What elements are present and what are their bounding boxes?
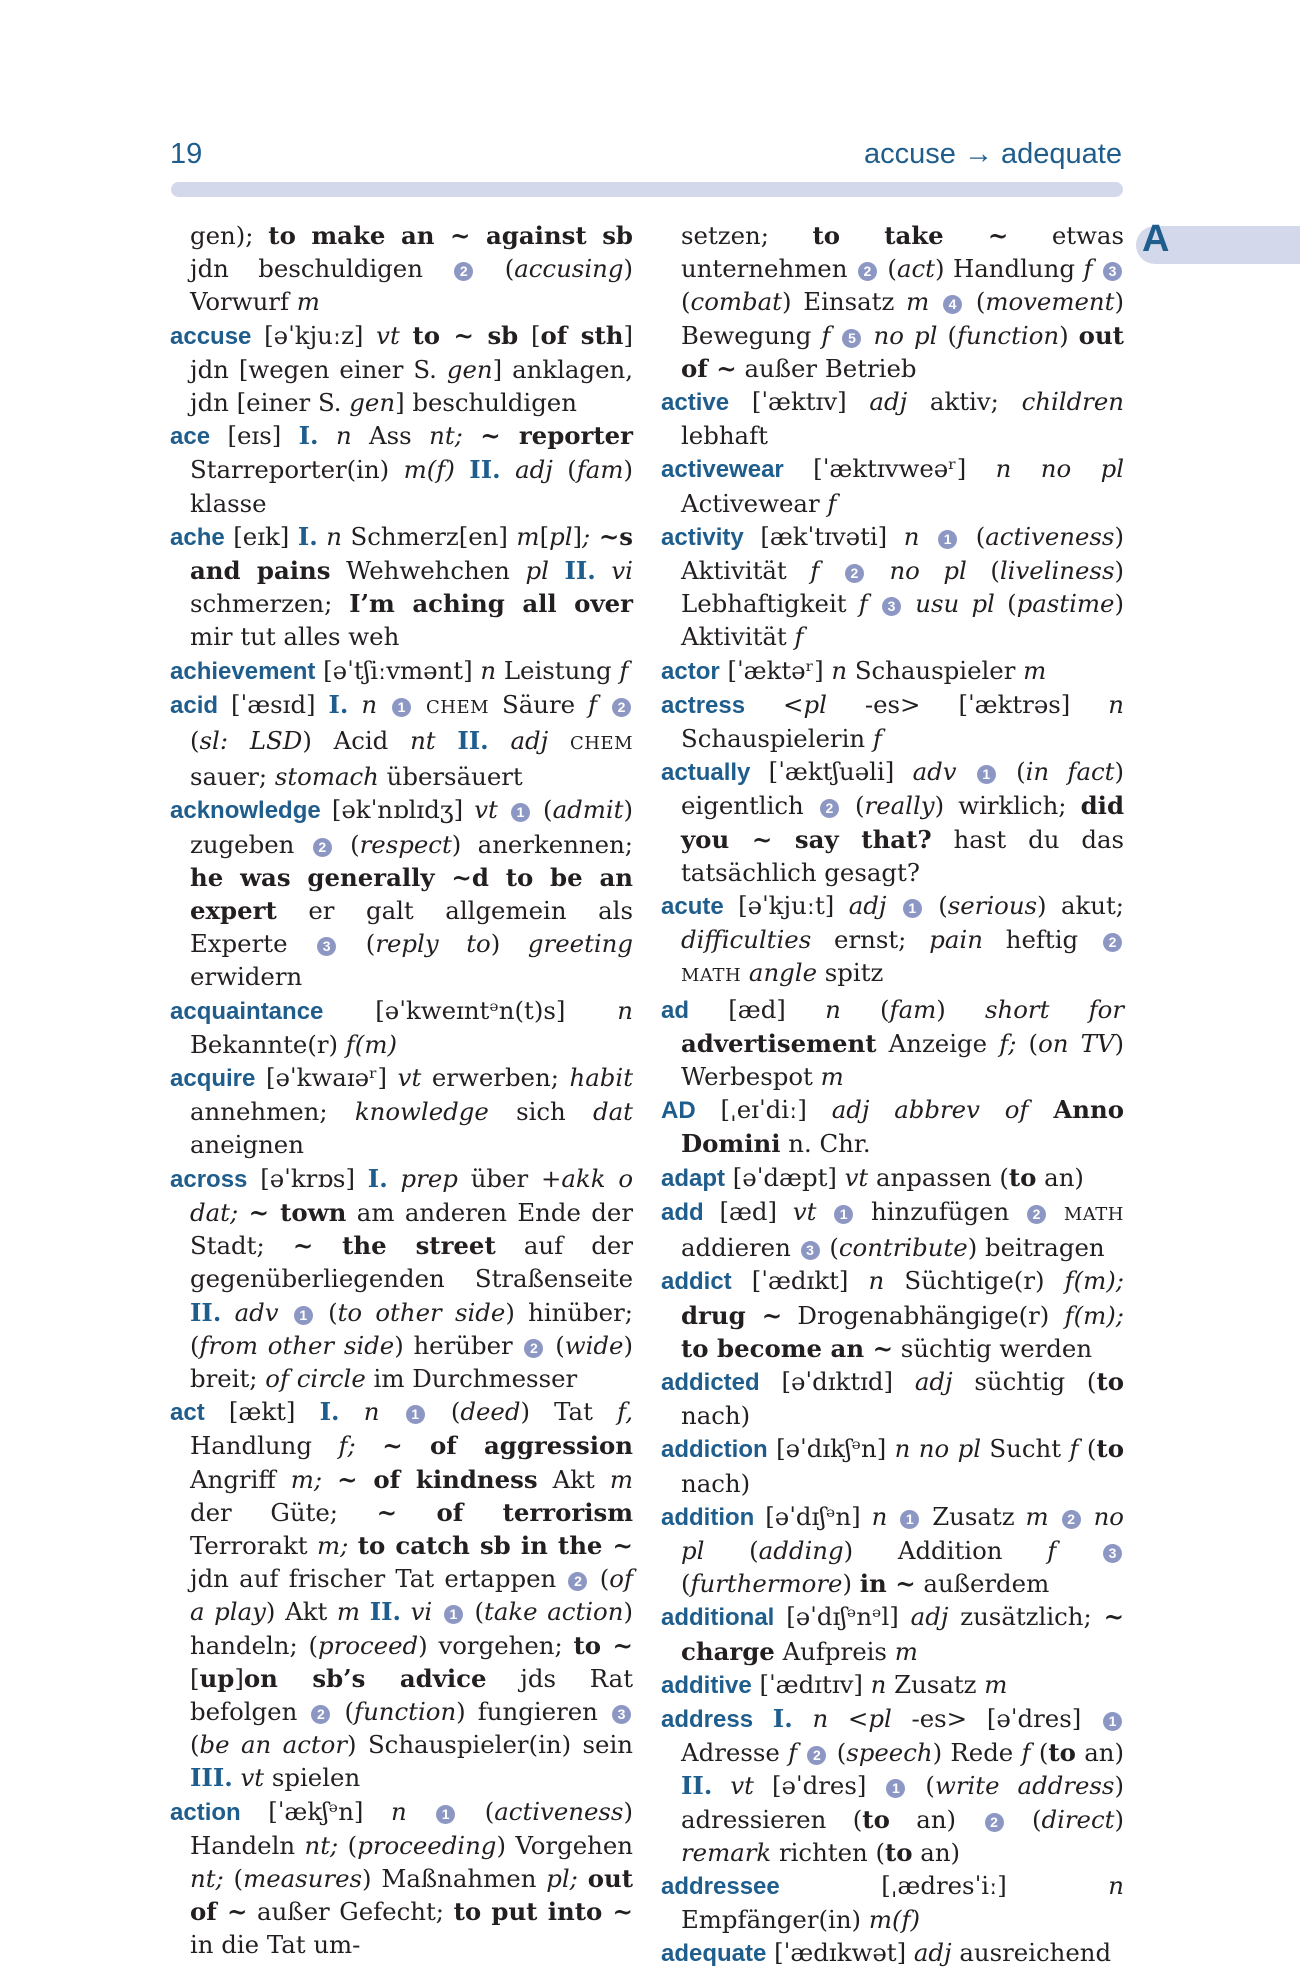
dictionary-entry xyxy=(661,1264,1124,1365)
sense-number-badge: 1 xyxy=(834,1205,853,1224)
entry-body: [ˈæktʃuəli] adv 1 (in fact) eigentlich 2 (really) wirklich; did you ~ say that? hast du das tatsächlich gesagt? xyxy=(681,757,1125,887)
left-column xyxy=(170,219,633,1962)
sense-number-badge: 2 xyxy=(807,1746,826,1765)
headword: additive xyxy=(661,1671,752,1699)
headword: ache xyxy=(170,523,225,551)
headword: activewear xyxy=(661,456,784,484)
dictionary-entry xyxy=(661,1365,1124,1432)
entry-body: [əˈkjuːz] vt to ~ sb [of sth] jdn [wegen einer S. gen] anklagen, jdn [einer S. gen] beschuldigen xyxy=(190,320,633,418)
dictionary-entry xyxy=(170,319,633,420)
section-letter: A xyxy=(1142,218,1170,260)
entry-body: [əˈkwaɪəʳ] vt erwerben; habit annehmen; knowledge sich dat aneignen xyxy=(190,1063,633,1160)
sense-number-badge: 2 xyxy=(524,1339,543,1358)
sense-number-badge: 1 xyxy=(938,530,957,549)
entry-body: [əˈkjuːt] adj 1 (serious) akut; difficulties ernst; pain heftig 2 MATH angle spitz xyxy=(681,891,1124,988)
entry-body: <pl -es> [ˈæktrəs] n Schauspielerin f xyxy=(681,689,1124,754)
entry-body: [æd] n (fam) short for advertisement Anzeige f; (on TV) Werbespot m xyxy=(681,994,1124,1092)
entry-body: [əˈtʃiːvmənt] n Leistung f xyxy=(315,655,629,685)
dictionary-entry xyxy=(661,1093,1124,1160)
sense-number-badge: 1 xyxy=(900,1510,919,1529)
entry-body: [əˈdæpt] vt anpassen (to an) xyxy=(725,1162,1084,1192)
sense-number-badge: 3 xyxy=(1103,262,1122,281)
sense-number-badge: 1 xyxy=(392,698,411,717)
entry-body: [əˈkweɪntᵊn(t)s] n Bekannte(r) f(m) xyxy=(190,995,633,1059)
sense-number-badge: 2 xyxy=(1103,933,1122,952)
sense-number-badge: 2 xyxy=(1027,1205,1046,1224)
page-number: 19 xyxy=(170,138,203,170)
header-rule xyxy=(171,182,1123,197)
entry-body: [eɪk] I. n Schmerz[en] m[pl]; ~s and pains Wehwehchen pl II. vi schmerzen; I’m aching all over mir tut alles weh xyxy=(190,521,633,652)
sense-number-badge: 3 xyxy=(801,1241,820,1260)
headword: actually xyxy=(661,759,751,787)
dictionary-entry xyxy=(170,688,633,794)
sense-number-badge: 1 xyxy=(436,1805,455,1824)
headword: ad xyxy=(661,996,690,1024)
sense-number-badge: 1 xyxy=(886,1779,905,1798)
sense-number-badge: 2 xyxy=(454,262,473,281)
dictionary-entry xyxy=(661,1161,1124,1195)
headword: add xyxy=(661,1198,704,1226)
dictionary-entry xyxy=(661,520,1124,654)
entry-body: [ˈæktɪv] adj aktiv; children lebhaft xyxy=(681,387,1124,451)
sense-number-badge: 2 xyxy=(858,262,877,281)
dictionary-entry xyxy=(661,1500,1124,1601)
headword: action xyxy=(170,1798,241,1826)
entry-body: [ˈædɪkwət] adj ausreichend xyxy=(766,1938,1112,1968)
headword: addiction xyxy=(661,1436,768,1464)
entry-body: [əˈdɪʃᵊn] n 1 Zusatz m 2 no pl (adding) Addition f 3 (furthermore) in ~ außerdem xyxy=(681,1501,1124,1599)
entry-body: [ˈædɪtɪv] n Zusatz m xyxy=(751,1669,1008,1699)
sense-number-badge: 2 xyxy=(313,838,332,857)
headword: actor xyxy=(661,657,720,685)
sense-number-badge: 2 xyxy=(845,564,864,583)
entry-body: [æd] vt 1 hinzufügen 2 MATH addieren 3 (contribute) beitragen xyxy=(681,1196,1124,1263)
sense-number-badge: 3 xyxy=(317,937,336,956)
dictionary-entry xyxy=(661,1936,1124,1970)
dictionary-entry xyxy=(170,419,633,520)
entry-body: [əˈdɪktɪd] adj süchtig (to nach) xyxy=(681,1366,1124,1431)
headword: address xyxy=(661,1705,754,1733)
sense-number-badge: 5 xyxy=(842,329,861,348)
headword: addressee xyxy=(661,1872,780,1900)
running-head: accuse → adequate xyxy=(864,138,1122,170)
headword: addicted xyxy=(661,1368,760,1396)
headword: active xyxy=(661,389,730,417)
entry-body: [ˈækʃᵊn] n 1 (activeness) Handeln nt; (proceeding) Vorgehen nt; (measures) Maßnahmen pl; out of ~ außer Gefecht; to put into ~ in die Tat um- xyxy=(190,1796,633,1960)
sense-number-badge: 1 xyxy=(903,899,922,918)
sense-number-badge: 2 xyxy=(568,1572,587,1591)
dictionary-entry xyxy=(661,1702,1124,1869)
headword: adequate xyxy=(661,1940,767,1968)
dictionary-entry xyxy=(170,219,633,319)
sense-number-badge: 1 xyxy=(406,1405,425,1424)
headword: actress xyxy=(661,691,746,719)
dictionary-entry xyxy=(661,755,1124,889)
dictionary-entry xyxy=(170,994,633,1061)
entry-body: [ækt] I. n 1 (deed) Tat f, Handlung f; ~ of aggression Angriff m; ~ of kindness Akt m der Güte; ~ of terrorism Terrorakt m; to catch sb in the ~ jdn auf frischer Tat ertappen 2 (of a play) Akt m II. vi 1 (take action) handeln; (proceed) vorgehen; to ~ [up]on sb’s advice jds Rat befolgen 2 (function) fungieren 3 (be an actor) Schauspieler(in) sein III. vt spielen xyxy=(190,1397,634,1793)
headword: acute xyxy=(661,893,724,921)
dictionary-entry xyxy=(170,1162,633,1395)
entry-body: setzen; to take ~ etwas unternehmen 2 (act) Handlung f 3 (combat) Einsatz m 4 (movement) Bewegung f 5 no pl (function) out of ~ außer Betrieb xyxy=(681,221,1124,383)
entry-body: [ˈæktɪvweəʳ] n no pl Activewear f xyxy=(681,454,1124,518)
dictionary-entry xyxy=(661,452,1124,519)
entry-body: [ˈæsɪd] I. n 1 CHEM Säure f 2 (sl: LSD) Acid nt II. adj CHEM sauer; stomach übersäuert xyxy=(190,689,633,792)
headword: adapt xyxy=(661,1164,726,1192)
headword: across xyxy=(170,1165,248,1193)
entry-body: [əˈkrɒs] I. prep über +akk o dat; ~ town am anderen Ende der Stadt; ~ the street auf der gegenüberliegenden Straßenseite II. adv 1 (to other side) hinüber; (from other side) herüber 2 (wide) breit; of circle im Durchmesser xyxy=(190,1163,634,1393)
sense-number-badge: 2 xyxy=(985,1813,1004,1832)
dictionary-entry xyxy=(170,1061,633,1162)
dictionary-entry xyxy=(661,219,1124,385)
sense-number-badge: 3 xyxy=(882,597,901,616)
headword: addict xyxy=(661,1268,732,1296)
dictionary-entry xyxy=(661,654,1124,688)
dictionary-entry xyxy=(170,1395,633,1794)
right-column xyxy=(661,219,1124,1971)
entry-body: [ˌædresˈiː] n Empfänger(in) m(f) xyxy=(681,1870,1124,1935)
entry-body: [əˈdɪkʃᵊn] n no pl Sucht f (to nach) xyxy=(681,1434,1124,1498)
headword: additional xyxy=(661,1604,775,1632)
entry-body: [eɪs] I. n Ass nt; ~ reporter Starreporter(in) m(f) II. adj (fam) klasse xyxy=(190,421,633,518)
dictionary-entry xyxy=(661,688,1124,755)
headword: accuse xyxy=(170,322,252,350)
headword: AD xyxy=(661,1097,696,1125)
sense-number-badge: 1 xyxy=(444,1605,463,1624)
sense-number-badge: 1 xyxy=(1103,1712,1122,1731)
sense-number-badge: 1 xyxy=(977,765,996,784)
dictionary-entry xyxy=(661,1195,1124,1264)
headword: act xyxy=(170,1399,205,1427)
sense-number-badge: 3 xyxy=(1103,1544,1122,1563)
sense-number-badge: 2 xyxy=(311,1705,330,1724)
entry-body: I. n <pl -es> [əˈdres] 1 Adresse f 2 (speech) Rede f (to an) II. vt [əˈdres] 1 (write address) adressieren (to an) 2 (direct) remark richten (to an) xyxy=(681,1703,1124,1867)
dictionary-entry xyxy=(170,1795,633,1962)
dictionary-entry xyxy=(170,654,633,688)
sense-number-badge: 2 xyxy=(820,799,839,818)
sense-number-badge: 3 xyxy=(612,1705,631,1724)
dictionary-entry xyxy=(170,520,633,654)
dictionary-entry xyxy=(661,1668,1124,1702)
sense-number-badge: 4 xyxy=(943,295,962,314)
dictionary-entry xyxy=(170,793,633,993)
headword: acknowledge xyxy=(170,797,321,825)
dictionary-entry xyxy=(661,1869,1124,1936)
dictionary-entry xyxy=(661,1600,1124,1667)
dictionary-entry xyxy=(661,993,1124,1094)
entry-body: [ˈædɪkt] n Süchtige(r) f(m); drug ~ Drogenabhängige(r) f(m); to become an ~ süchtig werden xyxy=(681,1266,1124,1363)
entry-body: [ˌeɪˈdiː] adj abbrev of Anno Domini n. Chr. xyxy=(681,1095,1124,1159)
sense-number-badge: 2 xyxy=(1062,1510,1081,1529)
entry-body: [ækˈtɪvəti] n 1 (activeness) Aktivität f 2 no pl (liveliness) Lebhaftigkeit f 3 usu pl (pastime) Aktivität f xyxy=(681,521,1124,652)
sense-number-badge: 1 xyxy=(294,1306,313,1325)
entry-body: [əˈdɪʃᵊnᵊl] adj zusätzlich; ~ charge Aufpreis m xyxy=(681,1602,1124,1666)
dictionary-entry xyxy=(661,385,1124,452)
headword: achievement xyxy=(170,657,316,685)
dictionary-entry xyxy=(661,889,1124,993)
sense-number-badge: 2 xyxy=(612,698,631,717)
headword: ace xyxy=(170,423,211,451)
headword: acid xyxy=(170,691,219,719)
dictionary-entry xyxy=(661,1432,1124,1499)
entry-body: [əkˈnɒlɪdʒ] vt 1 (admit) zugeben 2 (respect) anerkennen; he was generally ~d to be an expert er galt allgemein als Experte 3 (reply to) greeting erwidern xyxy=(190,795,633,992)
headword: activity xyxy=(661,523,744,551)
headword: addition xyxy=(661,1503,755,1531)
headword: acquire xyxy=(170,1065,256,1093)
sense-number-badge: 1 xyxy=(511,803,530,822)
entry-body: gen); to make an ~ against sb jdn beschuldigen 2 (accusing) Vorwurf m xyxy=(190,221,633,317)
entry-body: [ˈæktəʳ] n Schauspieler m xyxy=(719,655,1047,685)
headword: acquaintance xyxy=(170,997,324,1025)
